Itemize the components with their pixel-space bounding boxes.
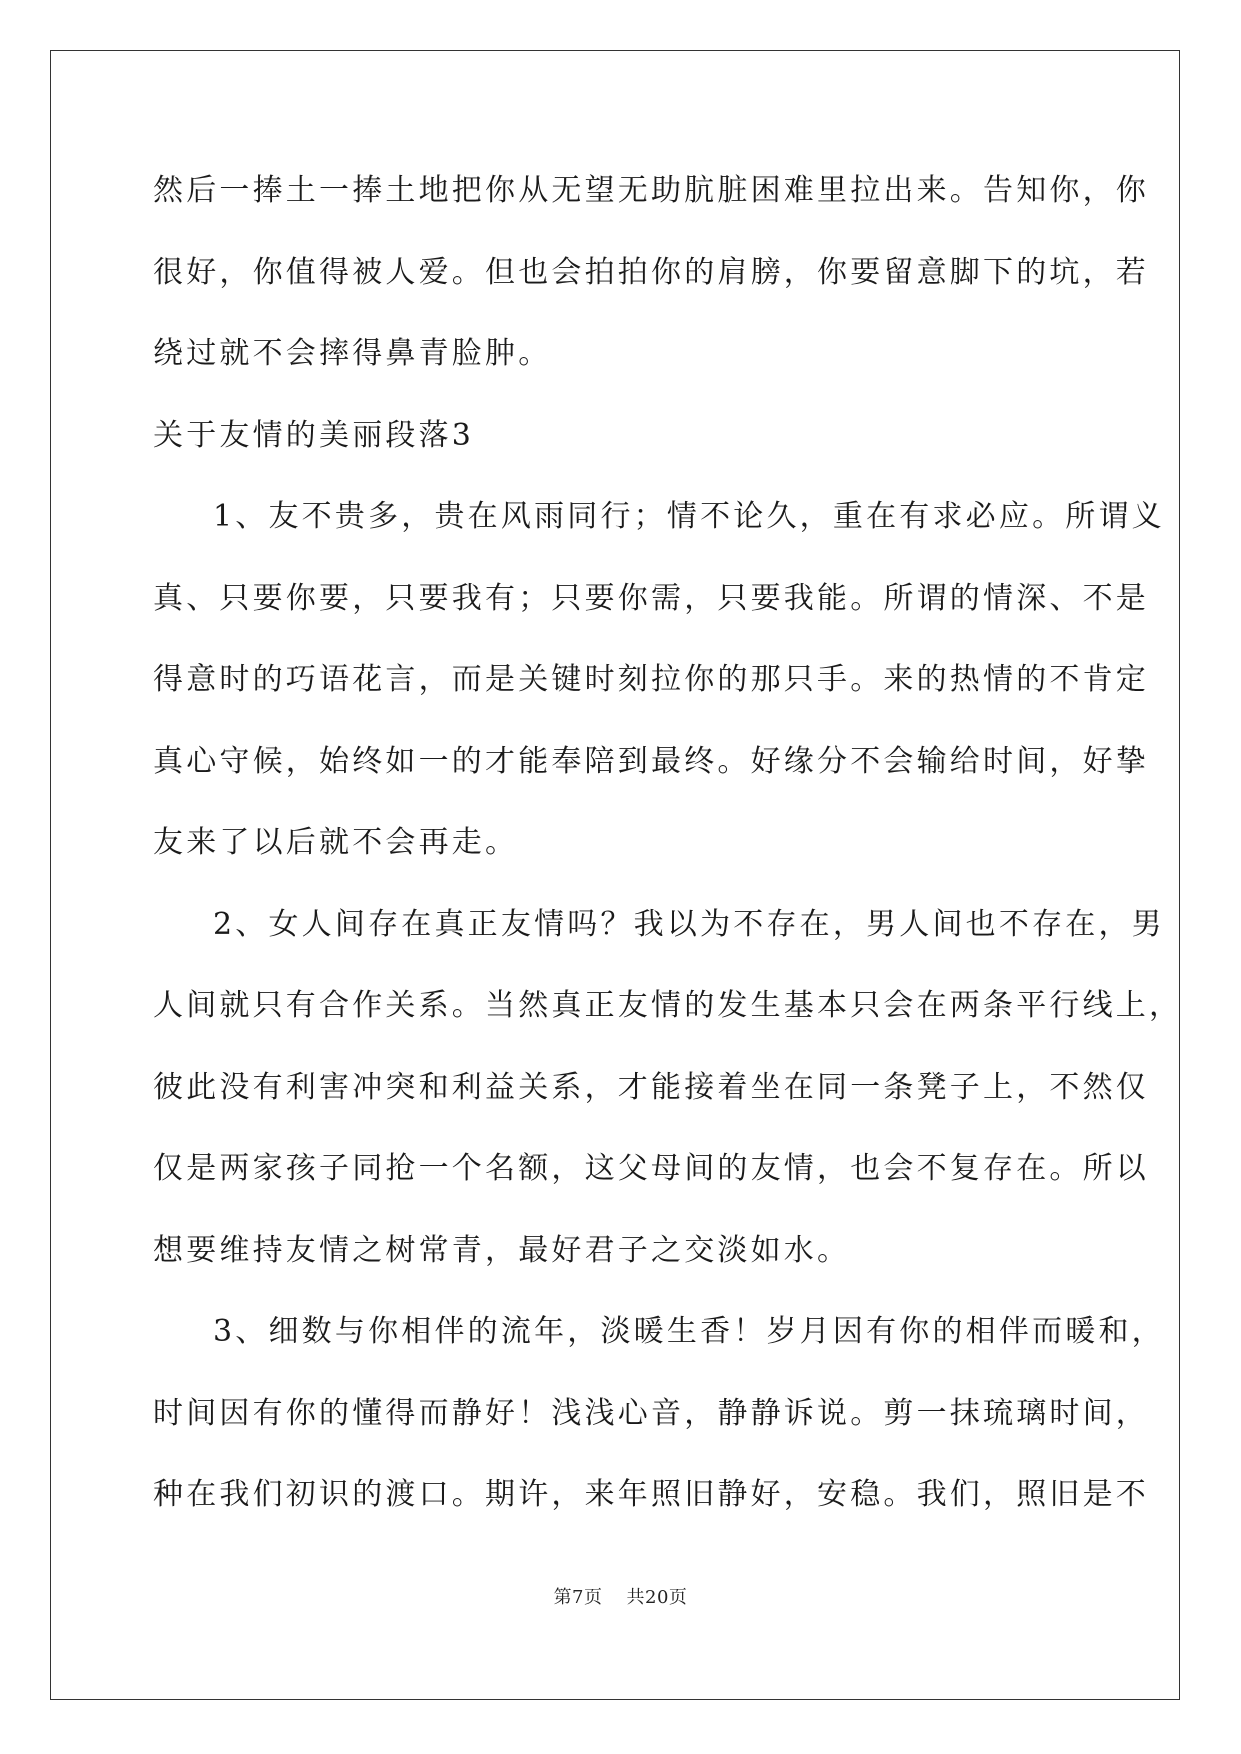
text-line: 真、只要你要，只要我有；只要你需，只要我能。所谓的情深、不是: [153, 580, 1149, 616]
paragraph-1-start: 1、友不贵多，贵在风雨同行；情不论久，重在有求必应。所谓义: [213, 499, 1165, 534]
text-line: 得意时的巧语花言，而是关键时刻拉你的那只手。来的热情的不肯定: [153, 662, 1149, 697]
document-body: [153, 163, 1183, 1549]
text-line: 绕过就不会摔得鼻青脸肿。: [153, 336, 552, 371]
text-line: 想要维持友情之树常青，最好君子之交淡如水。: [153, 1232, 851, 1268]
text-line: 很好，你值得被人爱。但也会拍拍你的肩膀，你要留意脚下的坑，若: [153, 254, 1149, 290]
page-footer: [0, 1585, 1241, 1611]
section-heading: 关于友情的美丽段落3: [153, 417, 475, 453]
page-number: 第7页: [553, 1587, 603, 1608]
paragraph-2-start: 2、女人间存在真正友情吗？我以为不存在，男人间也不存在，男: [213, 906, 1165, 942]
text-line: 种在我们初识的渡口。期许，来年照旧静好，安稳。我们，照旧是不: [153, 1477, 1149, 1512]
text-line: 人间就只有合作关系。当然真正友情的发生基本只会在两条平行线上，: [153, 988, 1183, 1023]
text-line: 然后一捧土一捧土地把你从无望无助肮脏困难里拉出来。告知你，你: [153, 173, 1149, 208]
text-line: 仅是两家孩子同抢一个名额，这父母间的友情，也会不复存在。所以: [153, 1151, 1149, 1186]
text-line: 彼此没有利害冲突和利益关系，才能接着坐在同一条凳子上，不然仅: [153, 1069, 1149, 1105]
paragraph-3-start: 3、细数与你相伴的流年，淡暖生香！岁月因有你的相伴而暖和，: [213, 1314, 1165, 1349]
page-total: 共20页: [626, 1587, 688, 1608]
text-line: 时间因有你的懂得而静好！浅浅心音，静静诉说。剪一抹琉璃时间，: [153, 1395, 1149, 1431]
text-line: 真心守候，始终如一的才能奉陪到最终。好缘分不会输给时间，好挚: [153, 743, 1149, 779]
text-line: 友来了以后就不会再走。: [153, 825, 519, 860]
